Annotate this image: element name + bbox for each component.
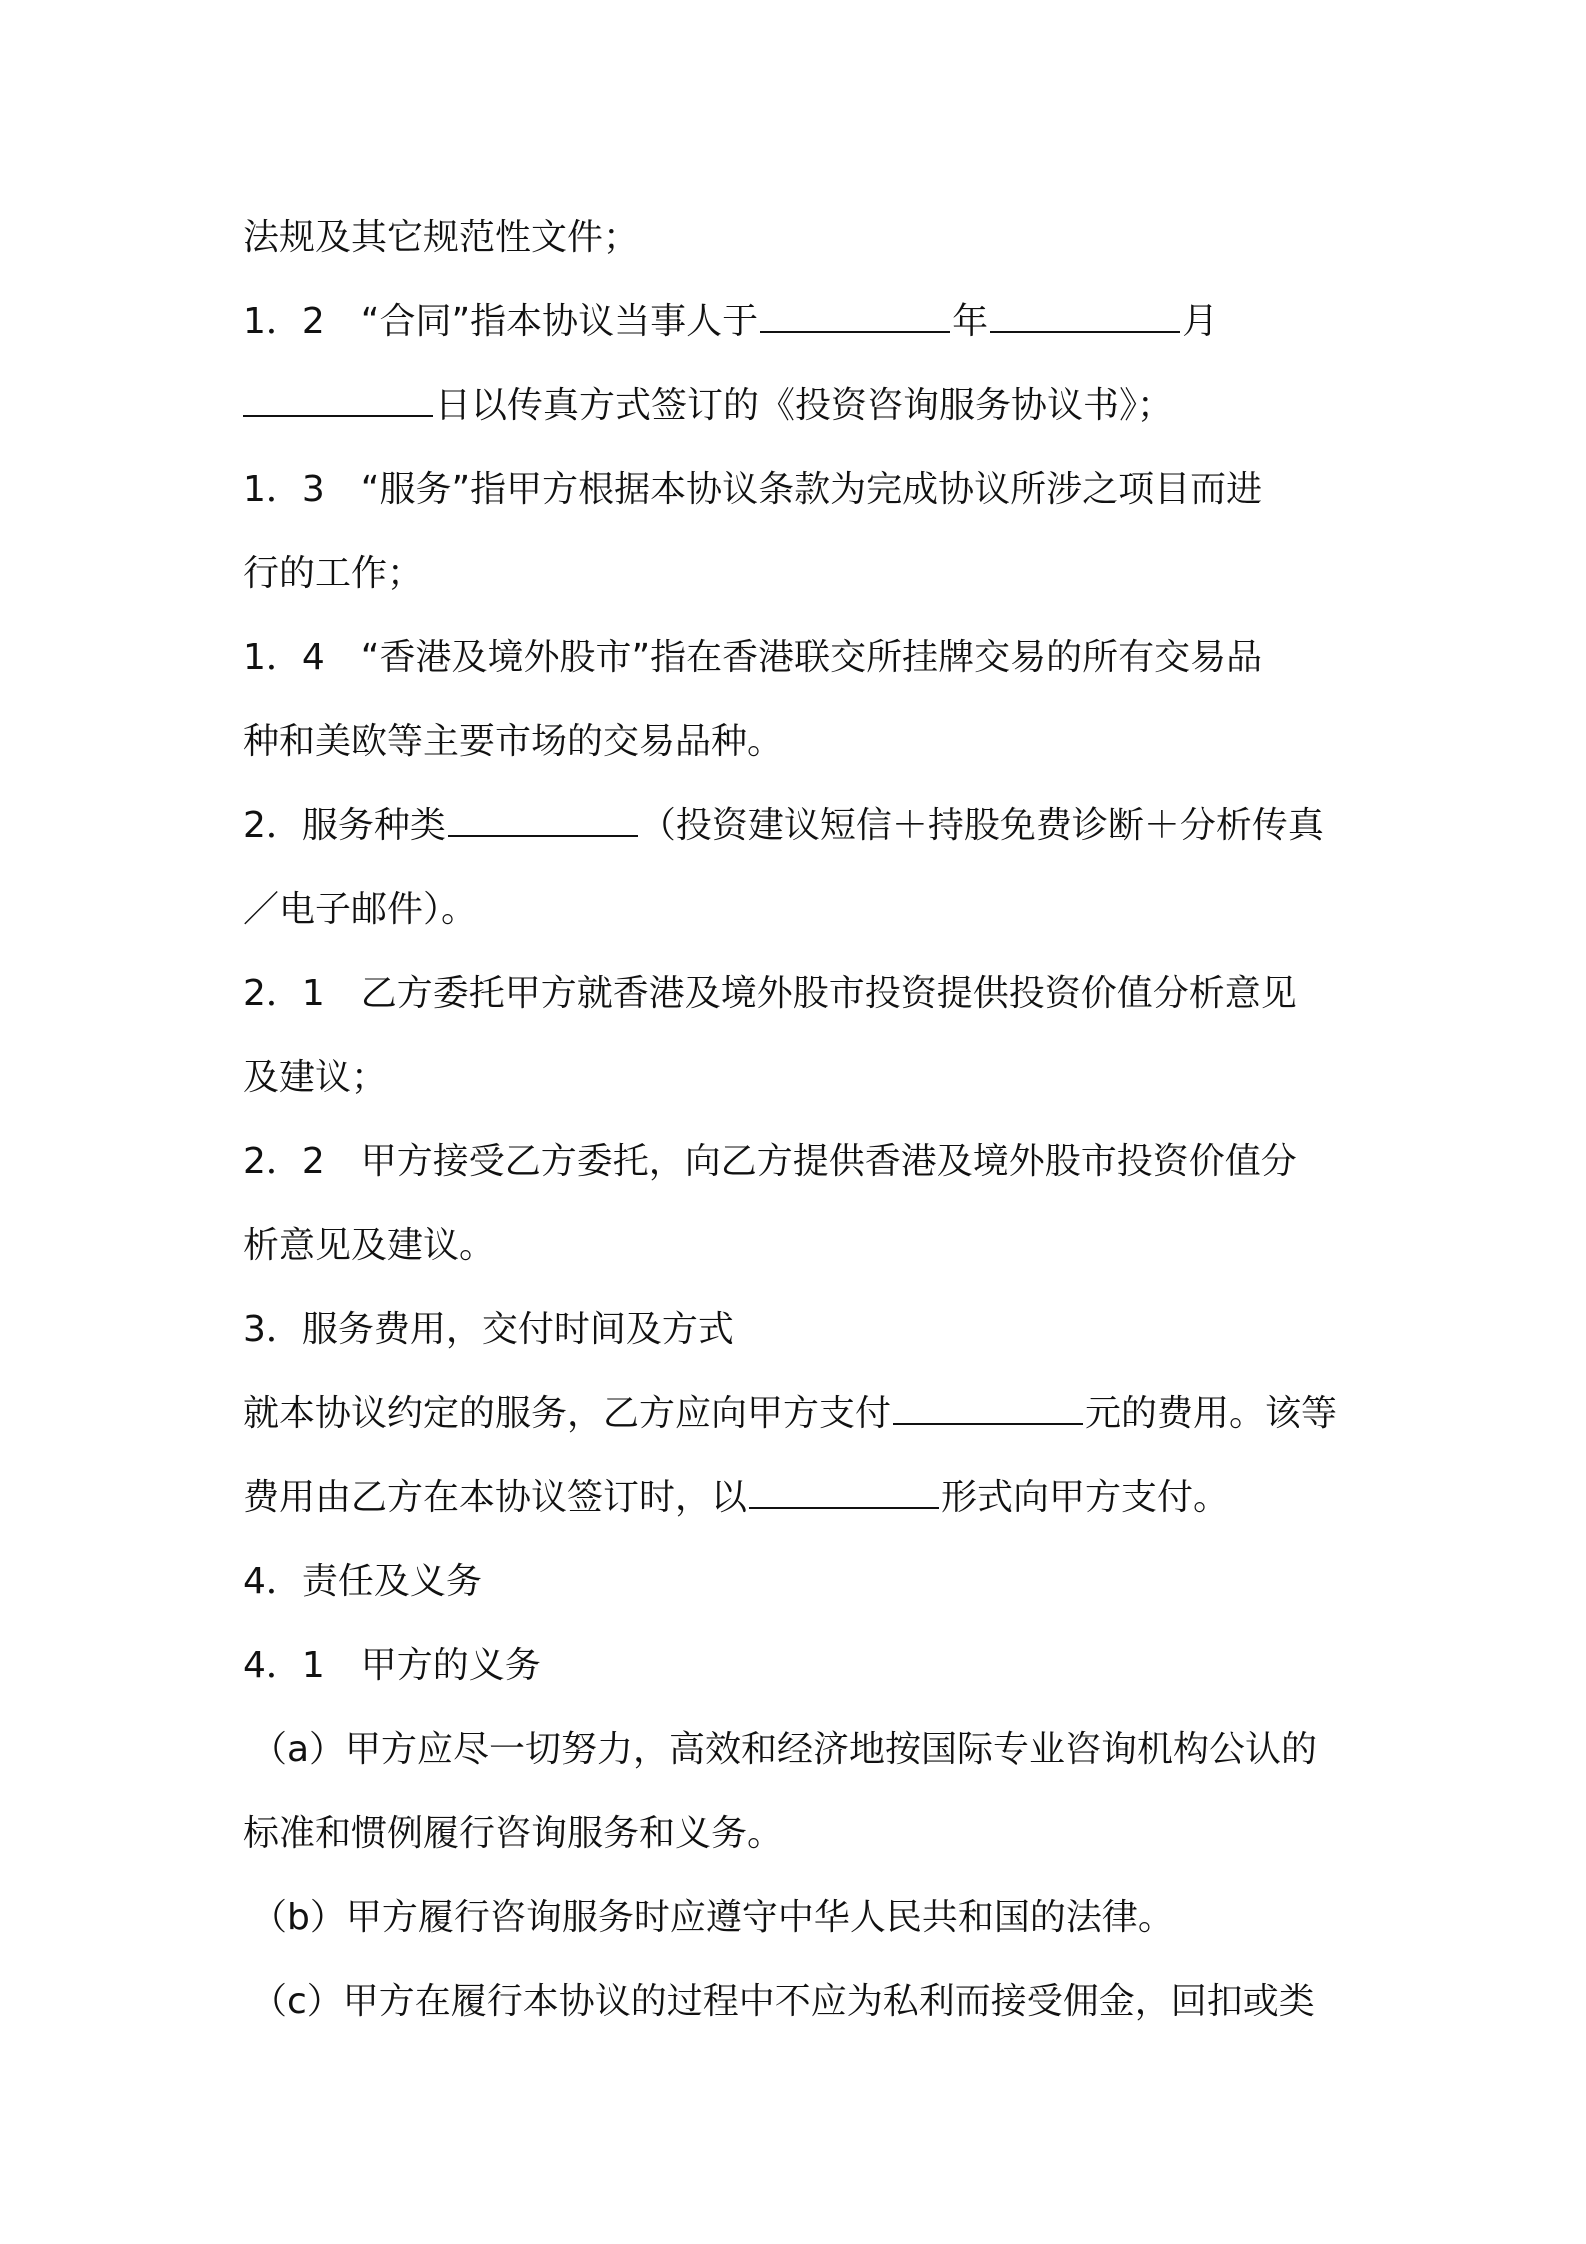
text-run: 法规及其它规范性文件；	[243, 217, 640, 258]
text-run: 1．3 “服务”指甲方根据本协议条款为完成协议所涉之项目而进	[243, 469, 1263, 510]
clause-1-3	[243, 448, 1363, 532]
clause-3-heading	[243, 1288, 1363, 1372]
clause-4-1-b	[243, 1876, 1363, 1960]
clause-4-1-a-cont	[243, 1792, 1363, 1876]
blank-fee-amount	[893, 1393, 1083, 1425]
clause-1-4	[243, 616, 1363, 700]
document-body	[243, 196, 1363, 2044]
clause-2-2-cont	[243, 1204, 1363, 1288]
text-run: （b）甲方履行咨询服务时应遵守中华人民共和国的法律。	[251, 1897, 1174, 1938]
clause-2-1-cont	[243, 1036, 1363, 1120]
text-run: （c）甲方在履行本协议的过程中不应为私利而接受佣金，回扣或类	[251, 1981, 1315, 2022]
text-run: 标准和惯例履行咨询服务和义务。	[243, 1813, 784, 1854]
text-run: 3．服务费用，交付时间及方式	[243, 1309, 734, 1350]
text-run: 元的费用。该等	[1085, 1393, 1338, 1434]
clause-3-text	[243, 1372, 1363, 1456]
text-run: 种和美欧等主要市场的交易品种。	[243, 721, 784, 762]
text-run: 1．4 “香港及境外股市”指在香港联交所挂牌交易的所有交易品	[243, 637, 1263, 678]
clause-4-1-a	[243, 1708, 1363, 1792]
text-run: 4．1 甲方的义务	[243, 1645, 541, 1686]
text-run: 就本协议约定的服务，乙方应向甲方支付	[243, 1393, 892, 1434]
text-run: 日以传真方式签订的《投资咨询服务协议书》；	[435, 385, 1174, 426]
clause-1-2	[243, 280, 1363, 364]
text-run: 析意见及建议。	[243, 1225, 496, 1266]
text-run: 费用由乙方在本协议签订时，以	[243, 1477, 748, 1518]
clause-2-cont	[243, 868, 1363, 952]
blank-month	[990, 301, 1180, 333]
blank-day	[243, 385, 433, 417]
blank-service-type	[448, 805, 638, 837]
text-run: 形式向甲方支付。	[941, 1477, 1230, 1518]
text-run: 行的工作；	[243, 553, 424, 594]
text-run: 2．服务种类	[243, 805, 446, 846]
clause-4-1-heading	[243, 1624, 1363, 1708]
clause-3-text-cont	[243, 1456, 1363, 1540]
text-run: （a）甲方应尽一切努力，高效和经济地按国际专业咨询机构公认的	[251, 1729, 1318, 1770]
clause-4-1-c	[243, 1960, 1363, 2044]
text-line	[243, 196, 1363, 280]
clause-2	[243, 784, 1363, 868]
text-run: （投资建议短信＋持股免费诊断＋分析传真	[639, 805, 1324, 846]
text-run: 2．2 甲方接受乙方委托，向乙方提供香港及境外股市投资价值分	[243, 1141, 1297, 1182]
text-run: 年	[952, 301, 989, 342]
clause-4-heading	[243, 1540, 1363, 1624]
text-run: 及建议；	[243, 1057, 388, 1098]
blank-year	[760, 301, 950, 333]
blank-payment-form	[749, 1477, 939, 1509]
text-run: 月	[1182, 301, 1219, 342]
text-run: 2．1 乙方委托甲方就香港及境外股市投资提供投资价值分析意见	[243, 973, 1297, 1014]
clause-1-4-cont	[243, 700, 1363, 784]
text-run: 4．责任及义务	[243, 1561, 482, 1602]
clause-2-1	[243, 952, 1363, 1036]
clause-1-3-cont	[243, 532, 1363, 616]
clause-2-2	[243, 1120, 1363, 1204]
text-run: ／电子邮件）。	[243, 889, 478, 930]
text-run: 1．2 “合同”指本协议当事人于	[243, 301, 759, 342]
clause-1-2-cont	[243, 364, 1363, 448]
